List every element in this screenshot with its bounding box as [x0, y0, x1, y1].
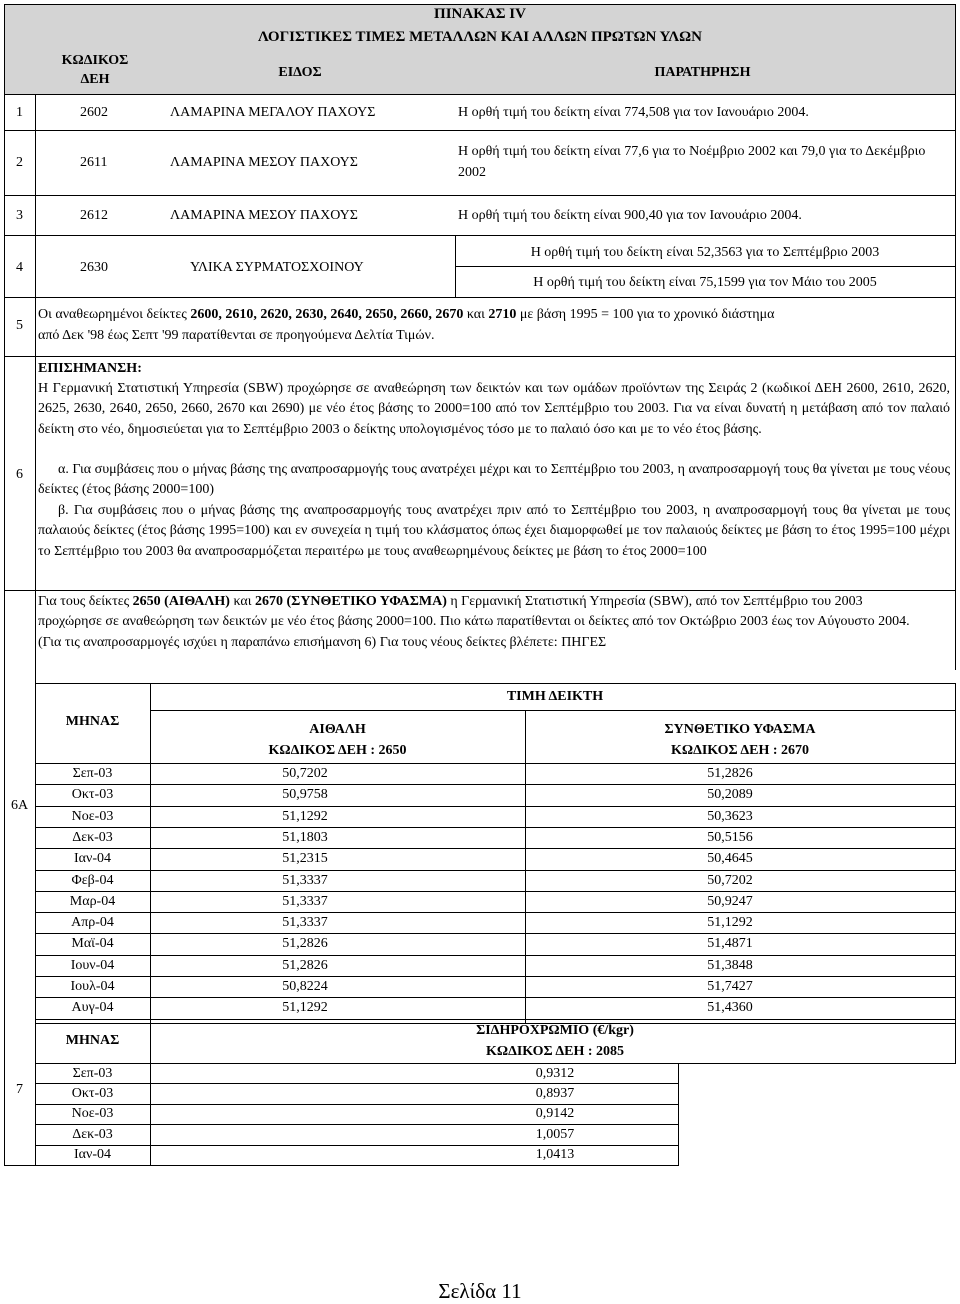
ferrochrome-code-header: ΚΩΔΙΚΟΣ ΔΕΗ : 2085 [485, 1044, 625, 1059]
month-cell: Ιουλ-04 [70, 979, 115, 994]
ferrochrome-value-cell: 1,0057 [535, 1126, 575, 1142]
row-note: Η ορθή τιμή του δείκτη είναι 774,508 για τον Ιανουάριο 2004. [458, 105, 809, 120]
row-number: 7 [16, 1082, 23, 1097]
row-number: 2 [16, 155, 23, 170]
fabric-code-header: ΚΩΔΙΚΟΣ ΔΕΗ : 2670 [670, 743, 810, 758]
row-number: 1 [16, 105, 23, 120]
fabric-value-cell: 51,4360 [707, 1000, 753, 1016]
month-cell: Ιουν-04 [70, 957, 115, 973]
ferrochrome-value-cell: 1,0413 [535, 1147, 575, 1163]
row5-line2: από Δεκ '98 έως Σεπτ '99 παρατίθενται σε προηγούμενα Δελτία Τιμών. [38, 328, 435, 343]
month-cell: Ιαν-04 [74, 1147, 111, 1163]
soot-value-cell: 51,2826 [282, 957, 328, 973]
month-cell: Μαρ-04 [69, 893, 116, 909]
code-header: ΚΩΔΙΚΟΣ [61, 53, 129, 68]
fabric-value-cell: 50,9247 [707, 893, 753, 909]
soot-header: ΑΙΘΑΛΗ [309, 722, 366, 737]
soot-value-cell: 51,3337 [282, 893, 328, 909]
row-number: 4 [16, 260, 23, 275]
soot-value-cell: 50,7202 [282, 766, 328, 781]
fabric-value-cell: 51,1292 [707, 915, 753, 931]
soot-value-cell: 50,9758 [282, 787, 328, 803]
notice-paragraph: Η Γερμανική Στατιστική Υπηρεσία (SBW) προχώρησε σε αναθεώρηση των δεικτών και των ομάδων προϊόντων της Σειράς 2 (κωδικοί ΔΕΗ 2600, 2610, 2620, 2625, 2630, 2640, 2650, 2660, 2670 και 2690) με νέο έτος βάσης το 2000=100 από τον Σεπτέμβριο του 2003. Για να είναι δυνατή η μετάβαση από τον παλαιό δείκτη στο νέο, δημοσιεύεται για το Σεπτέμβριο 2003 ο δείκτης υπολογισμένος τόσο με το παλαιό όσο και με το νέο έτος βάσης. [38, 381, 950, 437]
row-note-2: Η ορθή τιμή του δείκτη είναι 75,1599 για τον Μάιο του 2005 [533, 275, 877, 290]
note-header: ΠΑΡΑΤΗΡΗΣΗ [654, 65, 751, 80]
ferrochrome-value-cell: 0,9312 [535, 1065, 575, 1081]
soot-value-cell: 51,1292 [282, 1000, 328, 1016]
ferrochrome-value-cell: 0,8937 [535, 1085, 575, 1101]
fabric-value-cell: 50,5156 [707, 829, 753, 845]
row-kind: ΛΑΜΑΡΙΝΑ ΜΕΓΑΛΟΥ ΠΑΧΟΥΣ [170, 105, 376, 120]
month-cell: Νοε-03 [71, 1106, 114, 1122]
row-note: Η ορθή τιμή του δείκτη είναι 900,40 για τον Ιανουάριο 2004. [458, 208, 802, 223]
row-code: 2611 [80, 155, 108, 170]
fabric-value-cell: 51,3848 [707, 957, 753, 973]
soot-value-cell: 51,2315 [282, 851, 328, 867]
ferrochrome-value-cell: 0,9142 [535, 1106, 575, 1122]
month-cell: Ιαν-04 [74, 851, 111, 867]
month-cell: Δεκ-03 [72, 1126, 113, 1142]
row6a-intro: Για τους δείκτες 2650 (ΑΙΘΑΛΗ) και 2670 (ΣΥΝΘΕΤΙΚΟ ΥΦΑΣΜΑ) η Γερμανική Στατιστική Υπηρεσία (SBW), από τον Σεπτέμβριο του 2003 προχώρησε σε αναθεώρηση των δεικτών με νέο έτος βάσης 2000=100. Πιο κάτω παρατίθενται οι δείκτες από τον Οκτώβριο 2003 έως τον Αύγουστο 2004. (Για τις αναπροσαρμογές ισχύει η παραπάνω επισήμανση 6) Για τους νέους δείκτες βλέπετε: ΠΗΓΕΣ [38, 594, 910, 650]
row-number: 3 [16, 208, 23, 223]
notice-paragraph-a: α. Για συμβάσεις που ο μήνας βάσης της αναπροσαρμογής τους ανατρέχει μέχρι και το Σεπτέμβριο του 2003, η αναπροσαρμογή τους θα γίνεται με τους νέους δείκτες (έτος βάσης 2000=100) [38, 462, 950, 498]
row-kind: ΛΑΜΑΡΙΝΑ ΜΕΣΟΥ ΠΑΧΟΥΣ [170, 155, 358, 170]
row-kind: ΥΛΙΚΑ ΣΥΡΜΑΤΟΣΧΟΙΝΟΥ [190, 260, 364, 275]
months-header: ΜΗΝΑΣ [65, 714, 120, 729]
month-cell: Σεπ-03 [72, 1065, 113, 1081]
soot-code-header: ΚΩΔΙΚΟΣ ΔΕΗ : 2650 [268, 743, 407, 758]
months-header: ΜΗΝΑΣ [65, 1033, 120, 1048]
row5-line1: Οι αναθεωρημένοι δείκτες 2600, 2610, 2620, 2630, 2640, 2650, 2660, 2670 και 2710 με βάση 1995 = 100 για το χρονικό διάστημα [38, 307, 775, 322]
ferrochrome-header: ΣΙΔΗΡΟΧΡΩΜΙΟ (€/kgr) [476, 1023, 634, 1038]
row-code: 2630 [80, 260, 108, 275]
notice-paragraph-b: β. Για συμβάσεις που ο μήνας βάσης της αναπροσαρμογής τους ανατρέχει πριν από το Σεπτέμβριο του 2003, η αναπροσαρμογή τους θα γίνεται με τους παλαιούς δείκτες (έτος βάσης 1995=100) και εν συνεχεία η τιμή του κλάσματος όπως έχει διαμορφωθεί με τον παλαιούς δείκτες με βάση το έτος 1995=100 μέχρι το Σεπτέμβριο του 2003 θα αναπροσαρμόζεται περαιτέρω με τους αναθεωρημένους δείκτες με βάση το έτος 2000=100 [38, 503, 950, 559]
month-cell: Μαϊ-04 [71, 936, 114, 952]
soot-value-cell: 51,1803 [282, 829, 328, 845]
month-cell: Νοε-03 [71, 808, 114, 824]
row-number: 6 [16, 467, 23, 482]
soot-value-cell: 51,2826 [282, 936, 328, 952]
soot-value-cell: 50,8224 [282, 979, 328, 994]
fabric-value-cell: 50,3623 [707, 808, 753, 824]
month-cell: Δεκ-03 [72, 829, 113, 845]
soot-value-cell: 51,1292 [282, 808, 328, 824]
month-cell: Οκτ-03 [71, 787, 114, 803]
fabric-value-cell: 51,4871 [707, 936, 753, 952]
row-kind: ΛΑΜΑΡΙΝΑ ΜΕΣΟΥ ΠΑΧΟΥΣ [170, 208, 358, 223]
month-cell: Αυγ-04 [71, 1000, 114, 1016]
month-cell: Οκτ-03 [71, 1085, 114, 1101]
fabric-value-cell: 50,2089 [707, 787, 753, 803]
fabric-value-cell: 50,4645 [707, 851, 753, 867]
fabric-header: ΣΥΝΘΕΤΙΚΟ ΥΦΑΣΜΑ [664, 722, 816, 737]
fabric-value-cell: 50,7202 [707, 872, 753, 888]
month-cell: Απρ-04 [71, 915, 114, 931]
soot-value-cell: 51,3337 [282, 915, 328, 931]
month-cell: Σεπ-03 [72, 766, 113, 781]
table-subtitle: ΛΟΓΙΣΤΙΚΕΣ ΤΙΜΕΣ ΜΕΤΑΛΛΩΝ ΚΑΙ ΑΛΛΩΝ ΠΡΩΤΩΝ ΥΛΩΝ [258, 29, 702, 45]
kind-header: ΕΙΔΟΣ [278, 65, 322, 80]
fabric-value-cell: 51,2826 [707, 766, 753, 781]
row-number: 5 [16, 318, 23, 333]
row-code: 2612 [80, 208, 108, 223]
fabric-value-cell: 51,7427 [707, 979, 753, 994]
row-number: 6Α [10, 798, 29, 813]
table-title: ΠΙΝΑΚΑΣ IV [434, 6, 526, 22]
row-code: 2602 [80, 105, 108, 120]
code-header-2: ΔΕΗ [80, 72, 110, 87]
notice-heading: ΕΠΙΣΗΜΑΝΣΗ: [38, 361, 142, 376]
month-cell: Φεβ-04 [71, 872, 114, 888]
row-note: Η ορθή τιμή του δείκτη είναι 52,3563 για το Σεπτέμβριο 2003 [530, 245, 880, 260]
soot-value-cell: 51,3337 [282, 872, 328, 888]
page-number: Σελίδα 11 [438, 1279, 522, 1303]
index-value-header: ΤΙΜΗ ΔΕΙΚΤΗ [506, 689, 604, 704]
row-note: Η ορθή τιμή του δείκτη είναι 77,6 για το Νοέμβριο 2002 και 79,0 για το Δεκέμβριο 2002 [458, 144, 926, 180]
